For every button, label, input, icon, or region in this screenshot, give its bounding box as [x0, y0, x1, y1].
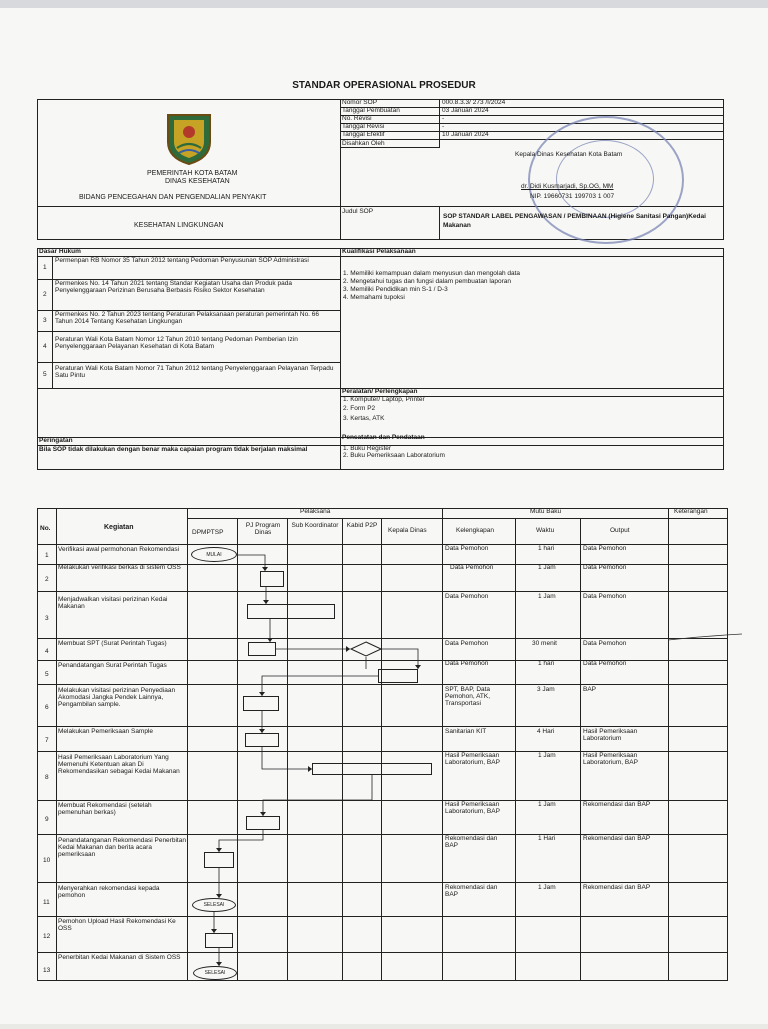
dasar-hukum-no: 5	[43, 371, 47, 378]
row-output: BAP	[583, 686, 597, 693]
approver-name: dr. Didi Kusmarjadi, Sp.OG, MM	[521, 183, 614, 190]
field-label-no-revisi: No. Revisi	[342, 115, 372, 122]
row-kegiatan: Pemohon Upload Hasil Rekomendasi Ke OSS	[58, 918, 176, 932]
row-kelengkapan: Hasil Pemeriksaan Laboratorium, BAP	[445, 752, 500, 766]
dasar-hukum-no: 2	[43, 291, 47, 298]
row-kegiatan: Membuat SPT (Surat Perintah Tugas)	[58, 640, 167, 647]
row-no: 1	[45, 552, 49, 559]
row-waktu: 1 Jam	[538, 593, 556, 600]
row-kegiatan: Penerbitan Kedai Makanan di Sistem OSS	[58, 954, 181, 961]
pencatatan-item: 2. Buku Pemeriksaan Laboratorium	[343, 452, 445, 459]
seksi-name: KESEHATAN LINGKUNGAN	[134, 222, 224, 229]
end-terminator-13: SELESAI	[193, 966, 237, 980]
row-no: 3	[45, 615, 49, 622]
row-output: Rekomendasi dan BAP	[583, 835, 651, 842]
row-waktu: 1 hari	[538, 660, 555, 667]
col-dpmptsp-header: DPMPTSP	[192, 529, 224, 536]
kualifikasi-item: 1. Memiliki kemampuan dalam menyusun dan mengolah data	[343, 270, 521, 277]
bidang-name: BIDANG PENCEGAHAN DAN PENGENDALIAN PENYAKIT	[79, 194, 267, 201]
document-title: STANDAR OPERASIONAL PROSEDUR	[292, 80, 476, 91]
pencatatan-heading: Pencatatan dan Pendataan	[342, 434, 425, 441]
row-output: Data Pemohon	[583, 640, 627, 647]
dasar-hukum-text: Peraturan Wali Kota Batam Nomor 12 Tahun 2010 tentang Pedoman Pemberian Izin Penyelenggaraan Pelayanan Kesehatan di Kota Batam	[55, 336, 298, 350]
row-kegiatan: Membuat Rekomendasi (setelah pemenuhan berkas)	[58, 802, 152, 816]
row-output: Rekomendasi dan BAP	[583, 884, 651, 891]
row-output: Data Pemohon	[583, 660, 627, 667]
row-output: Data Pemohon	[583, 593, 627, 600]
field-label-tanggal-efektif: Tanggal Efektif	[342, 131, 385, 138]
kualifikasi-heading: Kualifikasi Pelaksanaan	[342, 248, 416, 255]
row-kelengkapan: Data Pemohon	[445, 593, 489, 600]
row-waktu: 1 Hari	[538, 835, 556, 842]
row-no: 7	[45, 737, 49, 744]
kualifikasi-item: 3. Memiliki Pendidikan min S-1 / D-3	[343, 286, 448, 293]
row-no: 5	[45, 671, 49, 678]
field-value-tanggal-pembuatan: 03 Januari 2024	[442, 107, 489, 114]
row-waktu: 1 Jam	[538, 752, 556, 759]
dasar-hukum-no: 4	[43, 343, 47, 350]
row-kegiatan: Melakukan verifikasi berkas di sistem OSS	[58, 564, 181, 571]
field-label-disahkan-oleh: Disahkan Oleh	[342, 140, 385, 147]
row-output: Hasil Pemeriksaan Laboratorium	[583, 728, 638, 742]
row-kelengkapan: Sanitarian KIT	[445, 728, 487, 735]
peralatan-item: 1. Komputer/ Laptop, Printer	[343, 396, 425, 403]
col-keterangan-header: Keterangan	[674, 508, 708, 515]
field-value-tanggal-efektif: 10 Januari 2024	[442, 131, 489, 138]
col-pelaksana-header: Pelaksana	[300, 508, 331, 515]
row-no: 12	[43, 933, 51, 940]
peralatan-item: 3. Kertas, ATK	[343, 415, 385, 422]
row-no: 13	[43, 967, 51, 974]
org-name: PEMERINTAH KOTA BATAM	[147, 170, 238, 177]
approver-nip: NIP. 19660731 199703 1 007	[530, 193, 615, 200]
row-waktu: 30 menit	[532, 640, 557, 647]
row-no: 6	[45, 704, 49, 711]
row-output: Data Pemohon	[583, 564, 627, 571]
row-kegiatan: Verifikasi awal permohonan Rekomendasi	[58, 546, 180, 553]
field-label-nomor-sop: Nomor SOP	[342, 99, 378, 106]
field-value-tanggal-revisi: -	[442, 123, 445, 130]
row-kelengkapan: SPT, BAP, Data Pemohon, ATK, Transportasi	[445, 686, 491, 707]
row-kegiatan: Menjadwalkan visitasi perizinan Kedai Makanan	[58, 596, 168, 610]
row-kegiatan: Melakukan visitasi perizinan Penyediaan Akomodasi Jangka Pendek Lainnya, Pengambilan sample.	[58, 687, 176, 708]
row-waktu: 1 Jam	[538, 884, 556, 891]
row-no: 9	[45, 816, 49, 823]
row-no: 8	[45, 774, 49, 781]
row-waktu: 1 Jam	[538, 801, 556, 808]
row-kelengkapan: Data Pemohon	[445, 640, 489, 647]
col-no-header: No.	[40, 525, 51, 532]
col-mutu-baku-header: Mutu Baku	[530, 508, 562, 515]
judul-sop-value: SOP STANDAR LABEL PENGAWASAN / PEMBINAAN (Higiene Sanitasi Pangan)Kedai Makanan	[443, 213, 706, 229]
row-output: Data Pemohon	[583, 545, 627, 552]
org-department: DINAS KESEHATAN	[165, 178, 230, 185]
row-output: Rekomendasi dan BAP	[583, 801, 651, 808]
row-waktu: 1 hari	[538, 545, 555, 552]
col-pj-header: PJ Program Dinas	[245, 522, 281, 536]
approver-title: Kepala Dinas Kesehatan Kota Batam	[515, 151, 623, 158]
row-kelengkapan: Data Pemohon	[450, 564, 494, 571]
peralatan-item: 2. Form P2	[343, 405, 376, 412]
row-no: 2	[45, 576, 49, 583]
field-value-nomor-sop: 000.8.3.3/ 273 /I/2024	[442, 99, 506, 106]
pencatatan-item: 1. Buku Register	[343, 445, 392, 452]
dasar-hukum-text: Permenkes No. 14 Tahun 2021 tentang Standar Kegiatan Usaha dan Produk pada Penyelenggaraan Perizinan Berusaha Berbasis Risiko Sektor Kesehatan	[55, 280, 292, 294]
dasar-hukum-no: 3	[43, 317, 47, 324]
row-no: 4	[45, 648, 49, 655]
row-kelengkapan: Rekomendasi dan BAP	[445, 835, 498, 849]
row-kelengkapan: Rekomendasi dan BAP	[445, 884, 498, 898]
dasar-hukum-no: 1	[43, 264, 47, 271]
peringatan-heading: Peringatan	[39, 437, 73, 444]
row-no: 10	[43, 857, 51, 864]
col-kegiatan-header: Kegiatan	[104, 524, 134, 531]
field-label-tanggal-revisi: Tanggal Revisi	[342, 123, 385, 130]
row-waktu: 1 Jam	[538, 564, 556, 571]
col-sub-header: Sub Koordinator	[291, 522, 339, 529]
row-kegiatan: Melakukan Pemeriksaan Sample	[58, 728, 154, 735]
row-kelengkapan: Data Pemohon	[445, 545, 489, 552]
dasar-hukum-text: Permenkes No. 2 Tahun 2023 tentang Peraturan Pelaksanaan peraturan pemerintah No. 66 Tahun 2014 Tentang Kesehatan Lingkungan	[55, 311, 320, 325]
judul-sop-label: Judul SOP	[342, 208, 374, 215]
col-kabid-header: Kabid P2P	[346, 522, 378, 529]
end-terminator-11: SELESAI	[192, 898, 236, 912]
col-output-header: Output	[610, 527, 630, 534]
col-kadis-header: Kepala Dinas	[388, 527, 427, 534]
row-kelengkapan: Hasil Pemeriksaan Laboratorium, BAP	[445, 801, 500, 815]
col-waktu-header: Waktu	[536, 527, 555, 534]
row-kegiatan: Hasil Pemeriksaan Laboratorium Yang Memenuhi Ketentuan akan Di Rekomendasikan sebagai Kedai Makanan	[58, 754, 180, 775]
row-kegiatan: Menyerahkan rekomendasi kepada pemohon	[58, 885, 160, 899]
row-kelengkapan: Data Pemohon	[445, 660, 489, 667]
row-waktu: 3 Jam	[537, 686, 555, 693]
row-kegiatan: Penandatangan Surat Perintah Tugas	[58, 662, 167, 669]
kualifikasi-item: 2. Mengetahui tugas dan fungsi dalam pembuatan laporan	[343, 278, 512, 285]
col-kelengkapan-header: Kelengkapan	[456, 527, 494, 534]
kualifikasi-item: 4. Memahami tupoksi	[343, 294, 405, 301]
row-output: Hasil Pemeriksaan Laboratorium, BAP	[583, 752, 638, 766]
row-no: 11	[43, 899, 50, 906]
field-value-no-revisi: -	[442, 115, 445, 122]
dasar-hukum-text: Peraturan Wali Kota Batam Nomor 71 Tahun 2012 tentang Penyelenggaraan Pelayanan Terpadu Satu Pintu	[55, 365, 334, 379]
dasar-hukum-text: Permenpan RB Nomor 35 Tahun 2012 tentang Pedoman Penyusunan SOP Administrasi	[55, 257, 309, 264]
field-label-tanggal-pembuatan: Tanggal Pembuatan	[342, 107, 400, 114]
row-kegiatan: Penandatanganan Rekomendasi Penerbitan Kedai Makanan dan berita acara pemeriksaan	[58, 837, 186, 858]
start-terminator: MULAI	[191, 547, 237, 562]
row-waktu: 4 Hari	[537, 728, 555, 735]
dasar-hukum-heading: Dasar Hukum	[39, 248, 81, 255]
peringatan-text: Bila SOP tidak dilakukan dengan benar maka capaian program tidak berjalan maksimal	[39, 446, 308, 453]
peralatan-heading: Peralatan/ Perlengkapan	[342, 388, 418, 395]
